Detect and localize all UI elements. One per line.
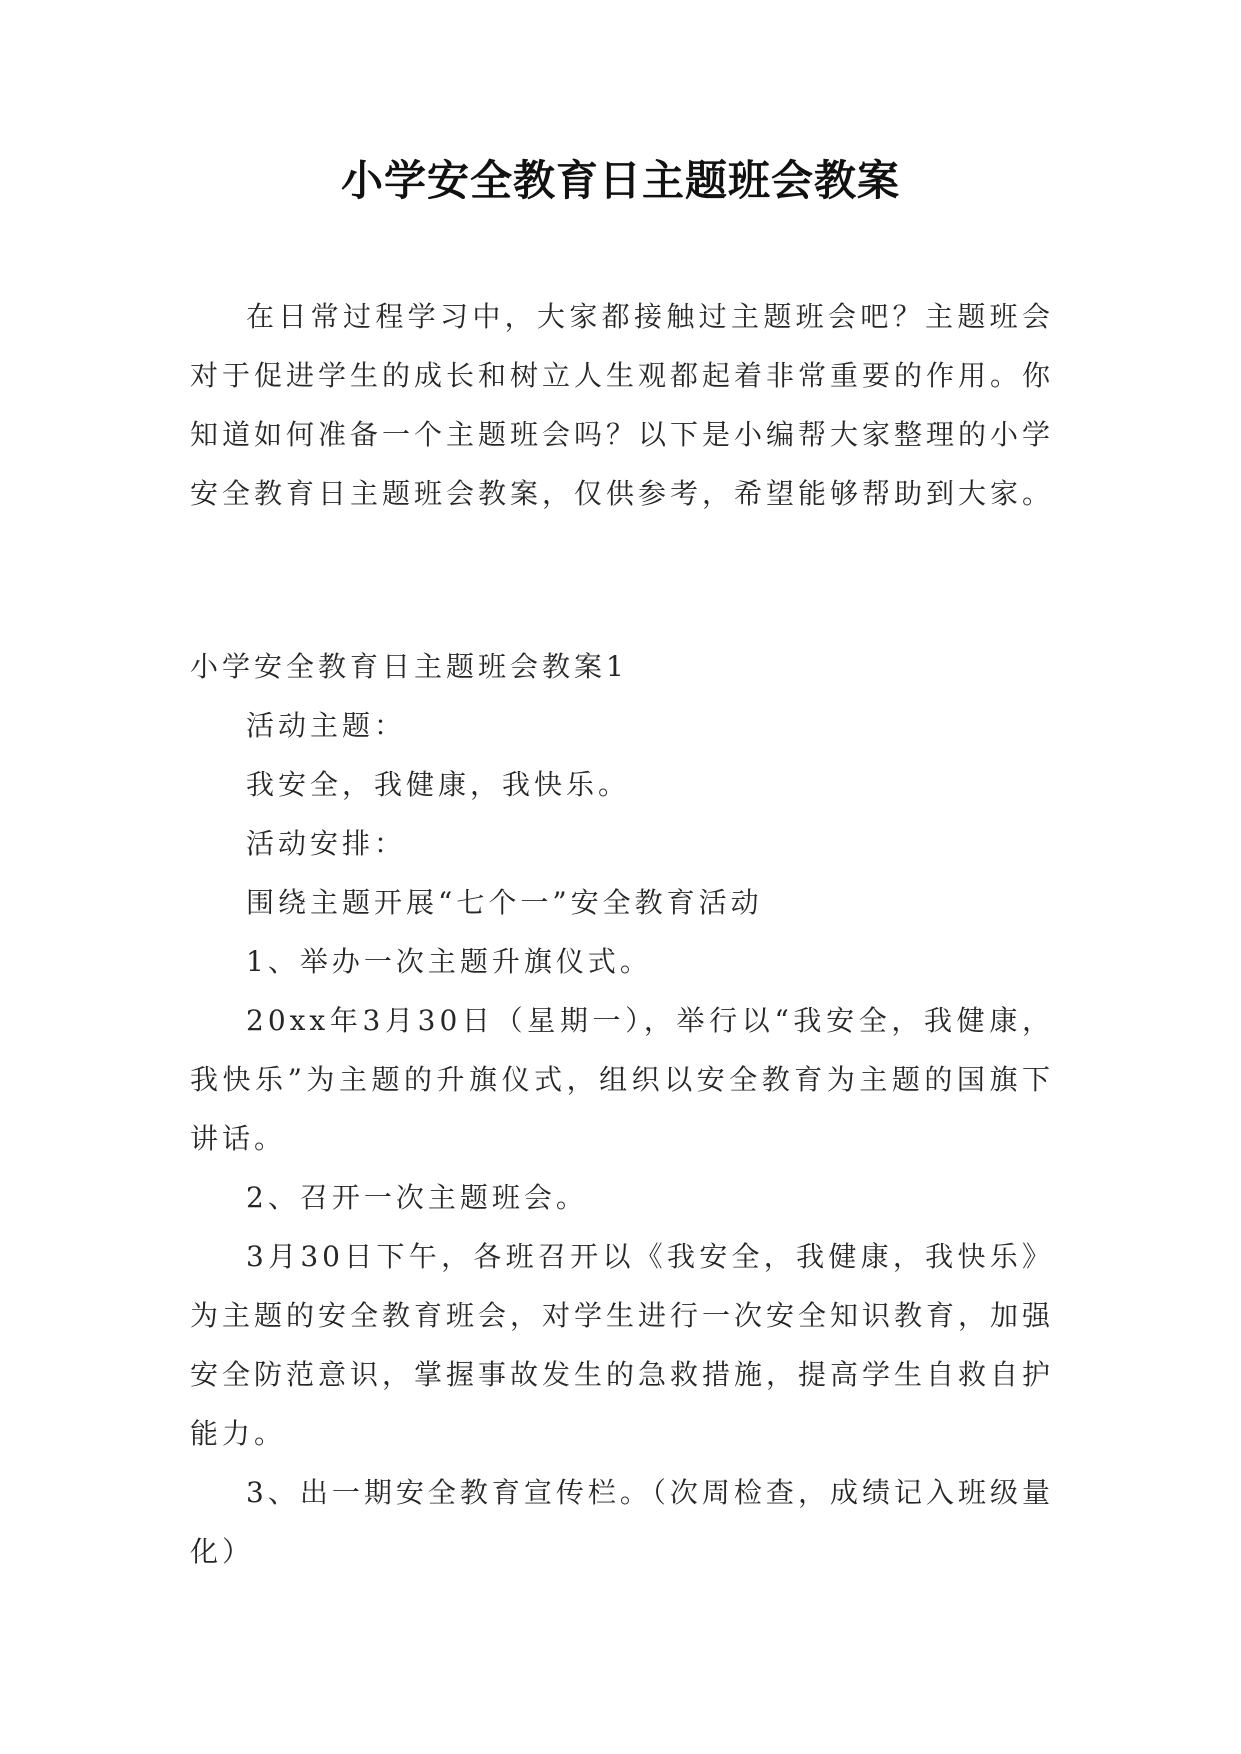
paragraph-item-1: 1、举办一次主题升旗仪式。 xyxy=(246,945,652,978)
paragraph-item-2: 2、召开一次主题班会。 xyxy=(246,1181,588,1214)
paragraph-activity-plan-label: 活动安排： xyxy=(246,827,407,860)
paragraph-activity-theme: 我安全，我健康，我快乐。 xyxy=(246,768,631,801)
document-title: 小学安全教育日主题班会教案 xyxy=(340,156,900,205)
paragraph-item-3: 3、出一期安全教育宣传栏。（次周检查，成绩记入班级量化） xyxy=(190,1476,1054,1568)
paragraph-seven-activities: 围绕主题开展“七个一”安全教育活动 xyxy=(246,886,763,919)
intro-block xyxy=(190,287,1054,523)
paragraph-item-2-detail: 3月30日下午，各班召开以《我安全，我健康，我快乐》为主题的安全教育班会，对学生进行一次安全知识教育，加强安全防范意识，掌握事故发生的急救措施，提高学生自救自护能力。 xyxy=(190,1240,1055,1450)
intro-paragraph: 在日常过程学习中，大家都接触过主题班会吧？主题班会对于促进学生的成长和树立人生观都起着非常重要的作用。你知道如何准备一个主题班会吗？以下是小编帮大家整理的小学安全教育日主题班会教案，仅供参考，希望能够帮助到大家。 xyxy=(190,300,1055,510)
paragraph-item-1-detail: 20xx年3月30日（星期一），举行以“我安全，我健康，我快乐”为主题的升旗仪式，组织以安全教育为主题的国旗下讲话。 xyxy=(190,1004,1054,1155)
paragraph-activity-theme-label: 活动主题： xyxy=(246,709,407,742)
section-block xyxy=(190,637,1054,1581)
section-heading: 小学安全教育日主题班会教案1 xyxy=(190,650,628,683)
